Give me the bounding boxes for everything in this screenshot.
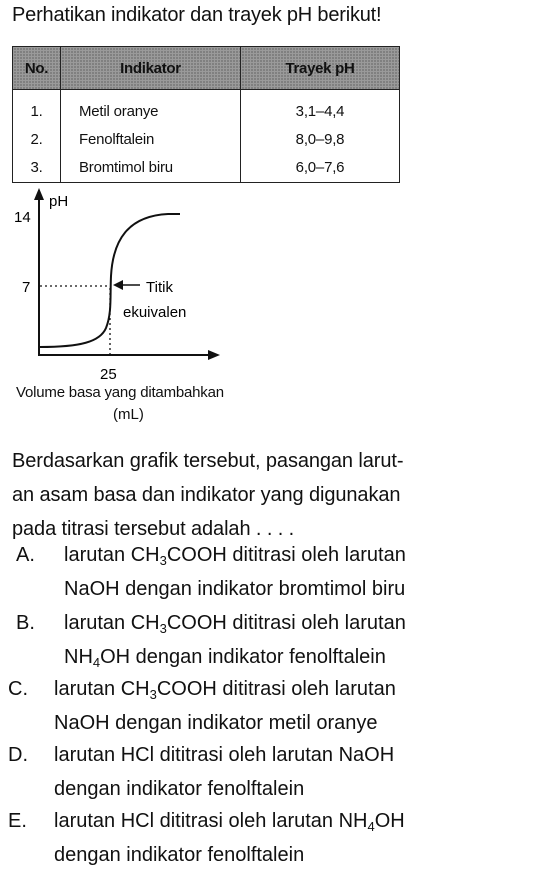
option-c[interactable]	[8, 672, 518, 740]
table-row	[13, 125, 400, 153]
option-e[interactable]	[8, 804, 518, 872]
annotation-arrow-icon	[113, 280, 123, 290]
option-text: larutan $CH_3COOH$ dititrasi oleh larutan	[64, 544, 406, 568]
question-line: pada titrasi tersebut adalah . . . .	[12, 518, 295, 540]
header-indicator: Indikator	[61, 47, 241, 90]
x-tick-25: 25	[100, 366, 117, 380]
option-letter: D.	[8, 744, 28, 766]
header-no: No.	[13, 47, 61, 90]
option-letter: E.	[8, 810, 27, 832]
question-text	[12, 444, 522, 546]
header-range: Trayek pH	[241, 47, 400, 90]
intro-text: Perhatikan indikator dan trayek pH berikut!	[12, 4, 382, 26]
option-b[interactable]	[16, 606, 526, 674]
option-text-line2: NaOH dengan indikator metil oranye	[54, 712, 378, 734]
option-d[interactable]	[8, 738, 518, 806]
option-a[interactable]	[16, 538, 526, 606]
titration-curve-graph	[0, 180, 260, 380]
y-axis-label: pH	[49, 193, 69, 210]
table-header-row	[13, 47, 400, 90]
option-text: larutan HCl dititrasi oleh larutan $NH_4OH$	[54, 810, 405, 834]
row-no: 3.	[13, 153, 61, 183]
annotation-ekuivalen: ekuivalen	[123, 304, 187, 321]
row-indicator: Fenolftalein	[61, 125, 241, 153]
row-range: 6,0–7,6	[241, 153, 400, 183]
row-range: 3,1–4,4	[241, 90, 400, 126]
y-tick-14: 14	[14, 209, 31, 226]
option-letter: B.	[16, 612, 35, 634]
row-no: 1.	[13, 90, 61, 126]
row-range: 8,0–9,8	[241, 125, 400, 153]
option-text-line2: dengan indikator fenolftalein	[54, 844, 305, 866]
row-no: 2.	[13, 125, 61, 153]
x-axis-unit: (mL)	[113, 406, 144, 423]
option-text: larutan $CH_3COOH$ dititrasi oleh larutan	[64, 612, 406, 636]
x-axis-caption: Volume basa yang ditambahkan	[16, 384, 224, 401]
option-letter: A.	[16, 544, 35, 566]
option-text: larutan $CH_3COOH$ dititrasi oleh larutan	[54, 678, 396, 702]
option-text-line2: $NH_4OH$ dengan indikator fenolftalein	[64, 646, 386, 670]
option-text: larutan HCl dititrasi oleh larutan NaOH	[54, 744, 395, 766]
row-indicator: Metil oranye	[61, 90, 241, 126]
option-text-line2: dengan indikator fenolftalein	[54, 778, 305, 800]
row-indicator: Bromtimol biru	[61, 153, 241, 183]
option-text-line2: NaOH dengan indikator bromtimol biru	[64, 578, 406, 600]
question-line: an asam basa dan indikator yang digunakan	[12, 484, 401, 506]
y-axis-arrow-icon	[34, 188, 44, 200]
y-tick-7: 7	[22, 279, 31, 296]
option-letter: C.	[8, 678, 28, 700]
table-row	[13, 90, 400, 126]
indicator-table	[12, 46, 400, 183]
table-row	[13, 153, 400, 183]
question-line: Berdasarkan grafik tersebut, pasangan larut-	[12, 450, 404, 472]
annotation-titik: Titik	[146, 279, 173, 296]
x-axis-arrow-icon	[208, 350, 220, 360]
